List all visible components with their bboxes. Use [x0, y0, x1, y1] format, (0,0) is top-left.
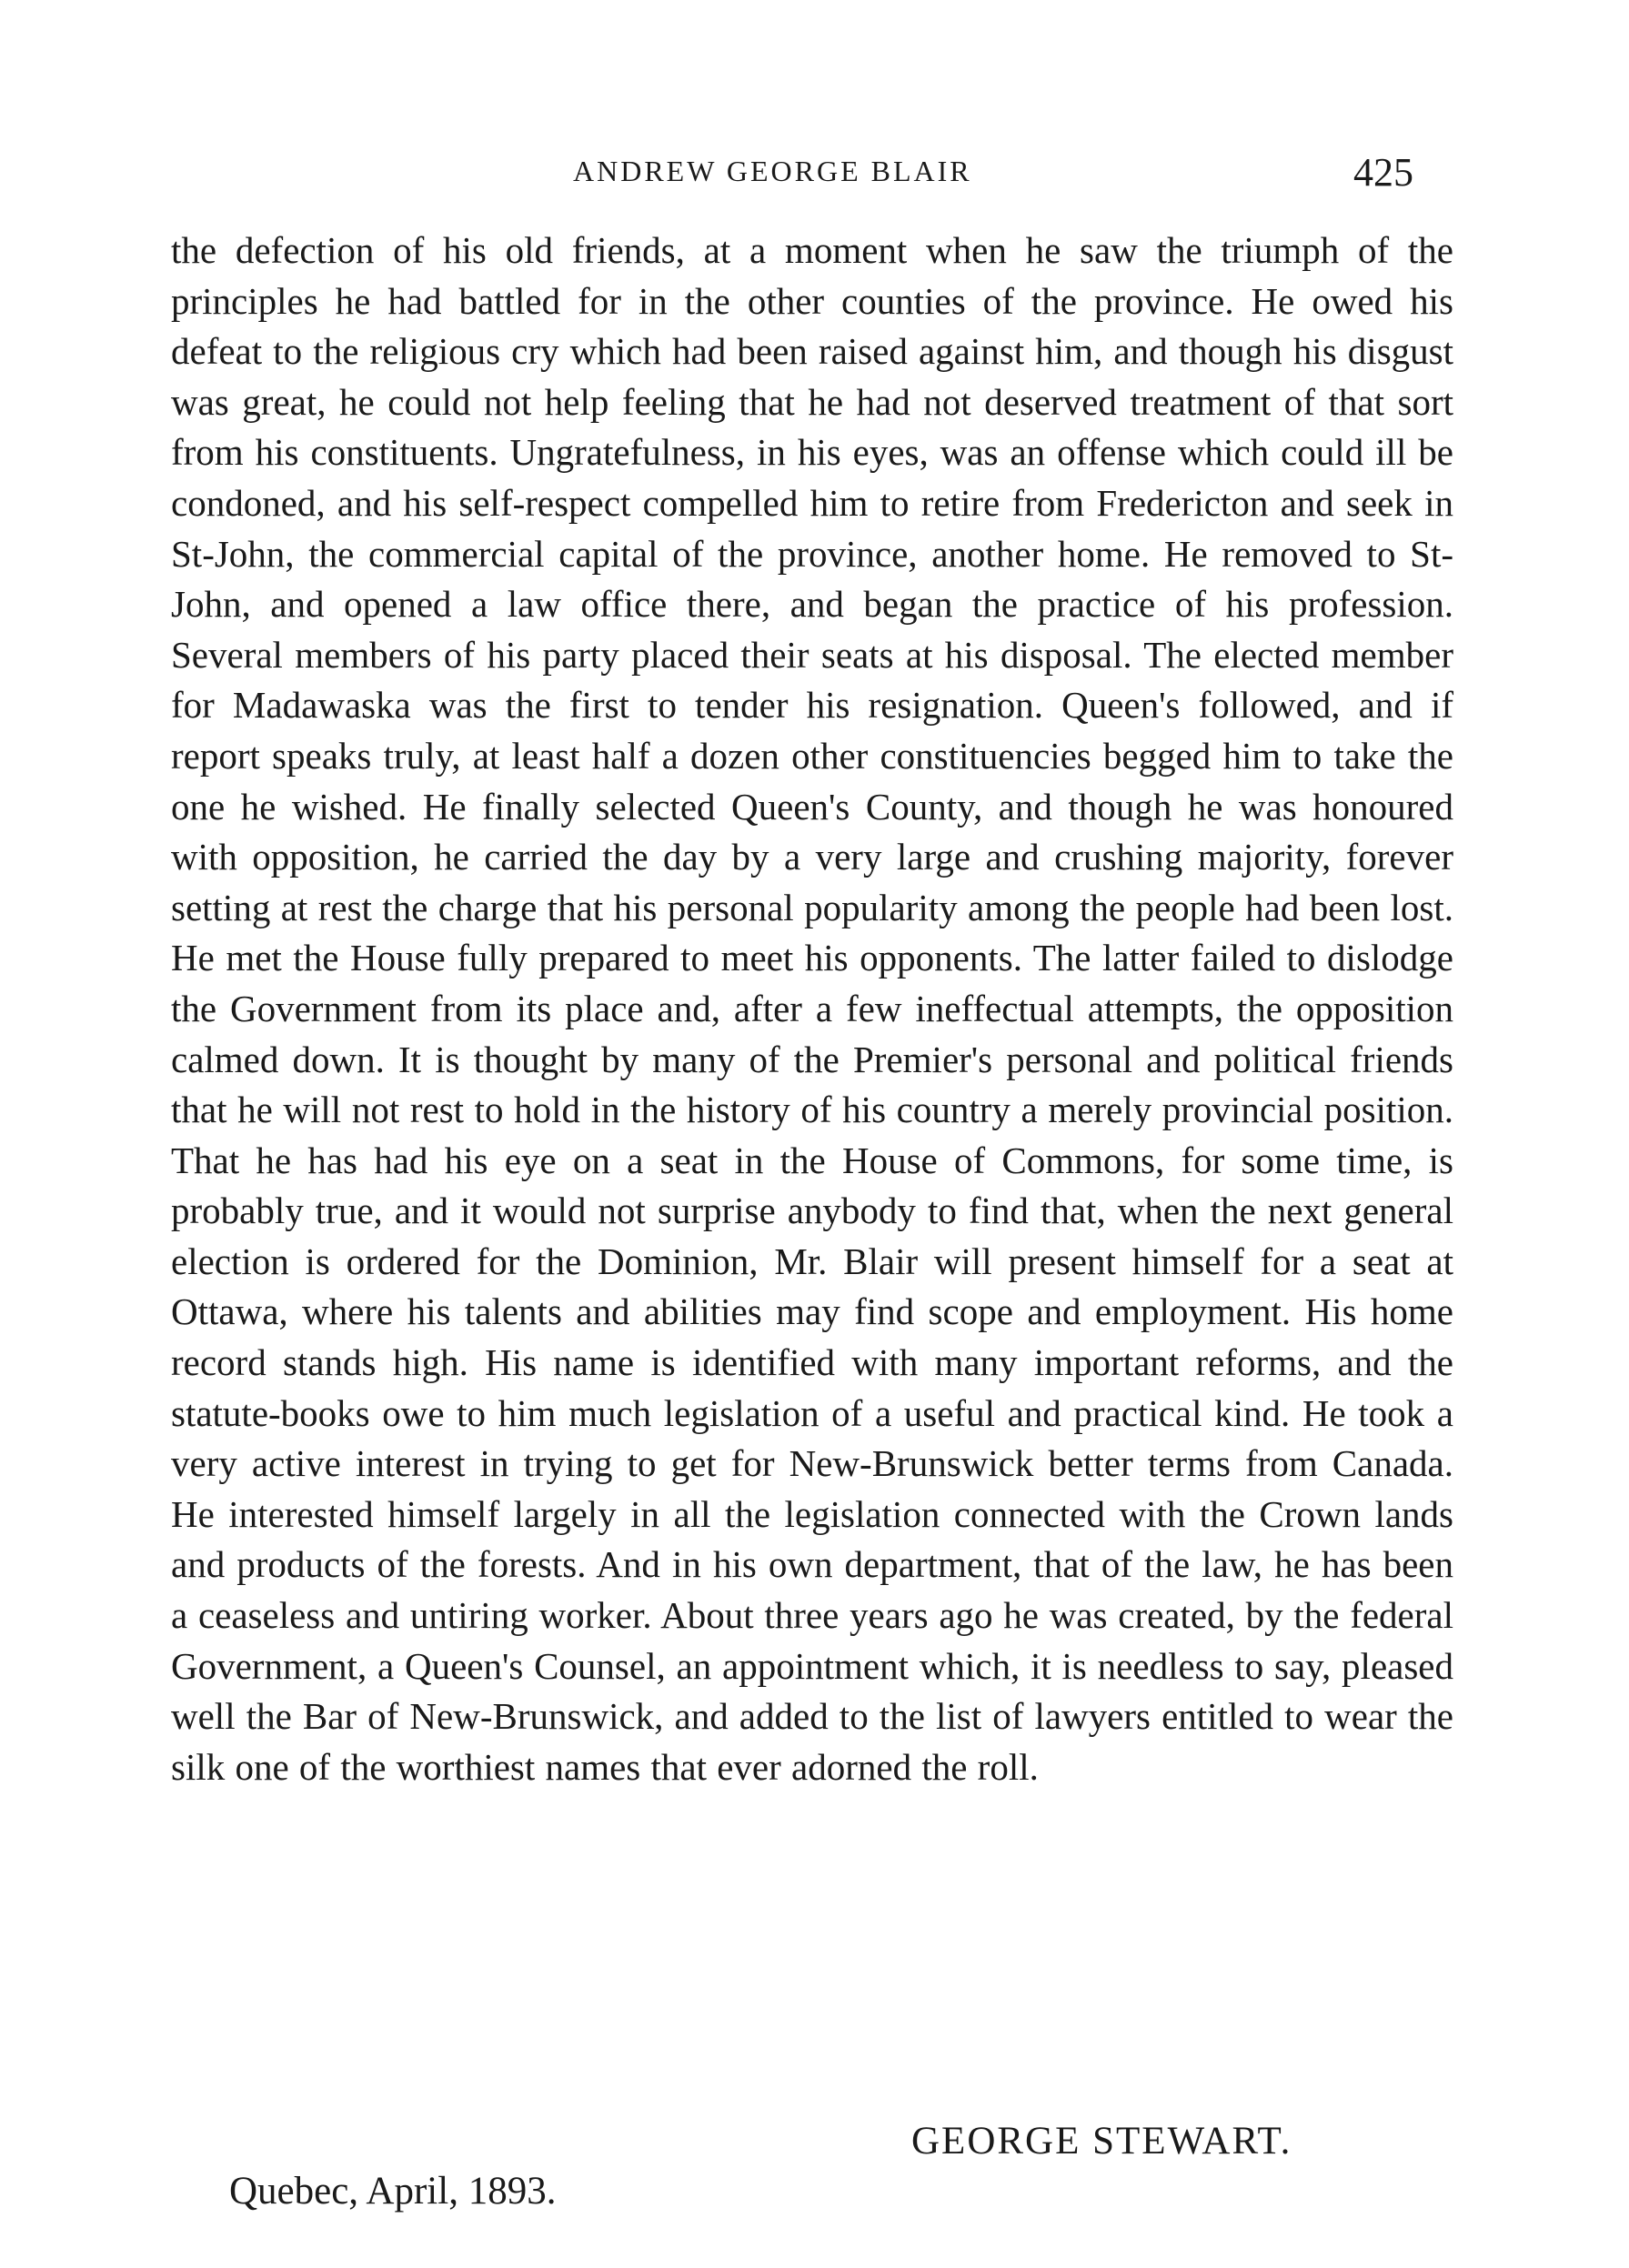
- author-signature: GEORGE STEWART.: [911, 2120, 1292, 2163]
- body-paragraph: the defection of his old friends, at a moment when he saw the triumph of the principles he had battled for in the other counties of the province. He owed his defeat to the religious cry which had been raised against him, and though his disgust was great, he could not help feeling that he had not deserved treatment of that sort from his constituents. Ungratefulness, in his eyes, was an offense which could ill be condoned, and his self-respect compelled him to retire from Fredericton and seek in St-John, the commercial capital of the province, another home. He removed to St-John, and opened a law office there, and began the practice of his profession. Several members of his party placed their seats at his disposal. The elected member for Madawaska was the first to tender his resignation. Queen's followed, and if report speaks truly, at least half a dozen other constituencies begged him to take the one he wished. He finally selected Queen's County, and though he was honoured with opposition, he carried the day by a very large and crushing majority, forever setting at rest the charge that his personal popularity among the people had been lost. He met the House fully prepared to meet his opponents. The latter failed to dislodge the Government from its place and, after a few ineffectual attempts, the opposition calmed down. It is thought by many of the Premier's personal and political friends that he will not rest to hold in the history of his country a merely provincial position. That he has had his eye on a seat in the House of Commons, for some time, is probably true, and it would not surprise anybody to find that, when the next general election is ordered for the Dominion, Mr. Blair will present himself for a seat at Ottawa, where his talents and abilities may find scope and employment. His home record stands high. His name is identified with many important reforms, and the statute-books owe to him much legislation of a useful and practical kind. He took a very active interest in trying to get for New-Brunswick better terms from Canada. He interested himself largely in all the legislation connected with the Crown lands and products of the forests. And in his own department, that of the law, he has been a ceaseless and untiring worker. About three years ago he was created, by the federal Government, a Queen's Counsel, an appointment which, it is needless to say, pleased well the Bar of New-Brunswick, and added to the list of lawyers entitled to wear the silk one of the worthiest names that ever adorned the roll.: [171, 229, 1453, 1788]
- running-title: ANDREW GEORGE BLAIR: [573, 155, 972, 187]
- running-head: [0, 150, 1629, 195]
- page-number: 425: [1353, 150, 1413, 195]
- dateline: Quebec, April, 1893.: [229, 2170, 557, 2213]
